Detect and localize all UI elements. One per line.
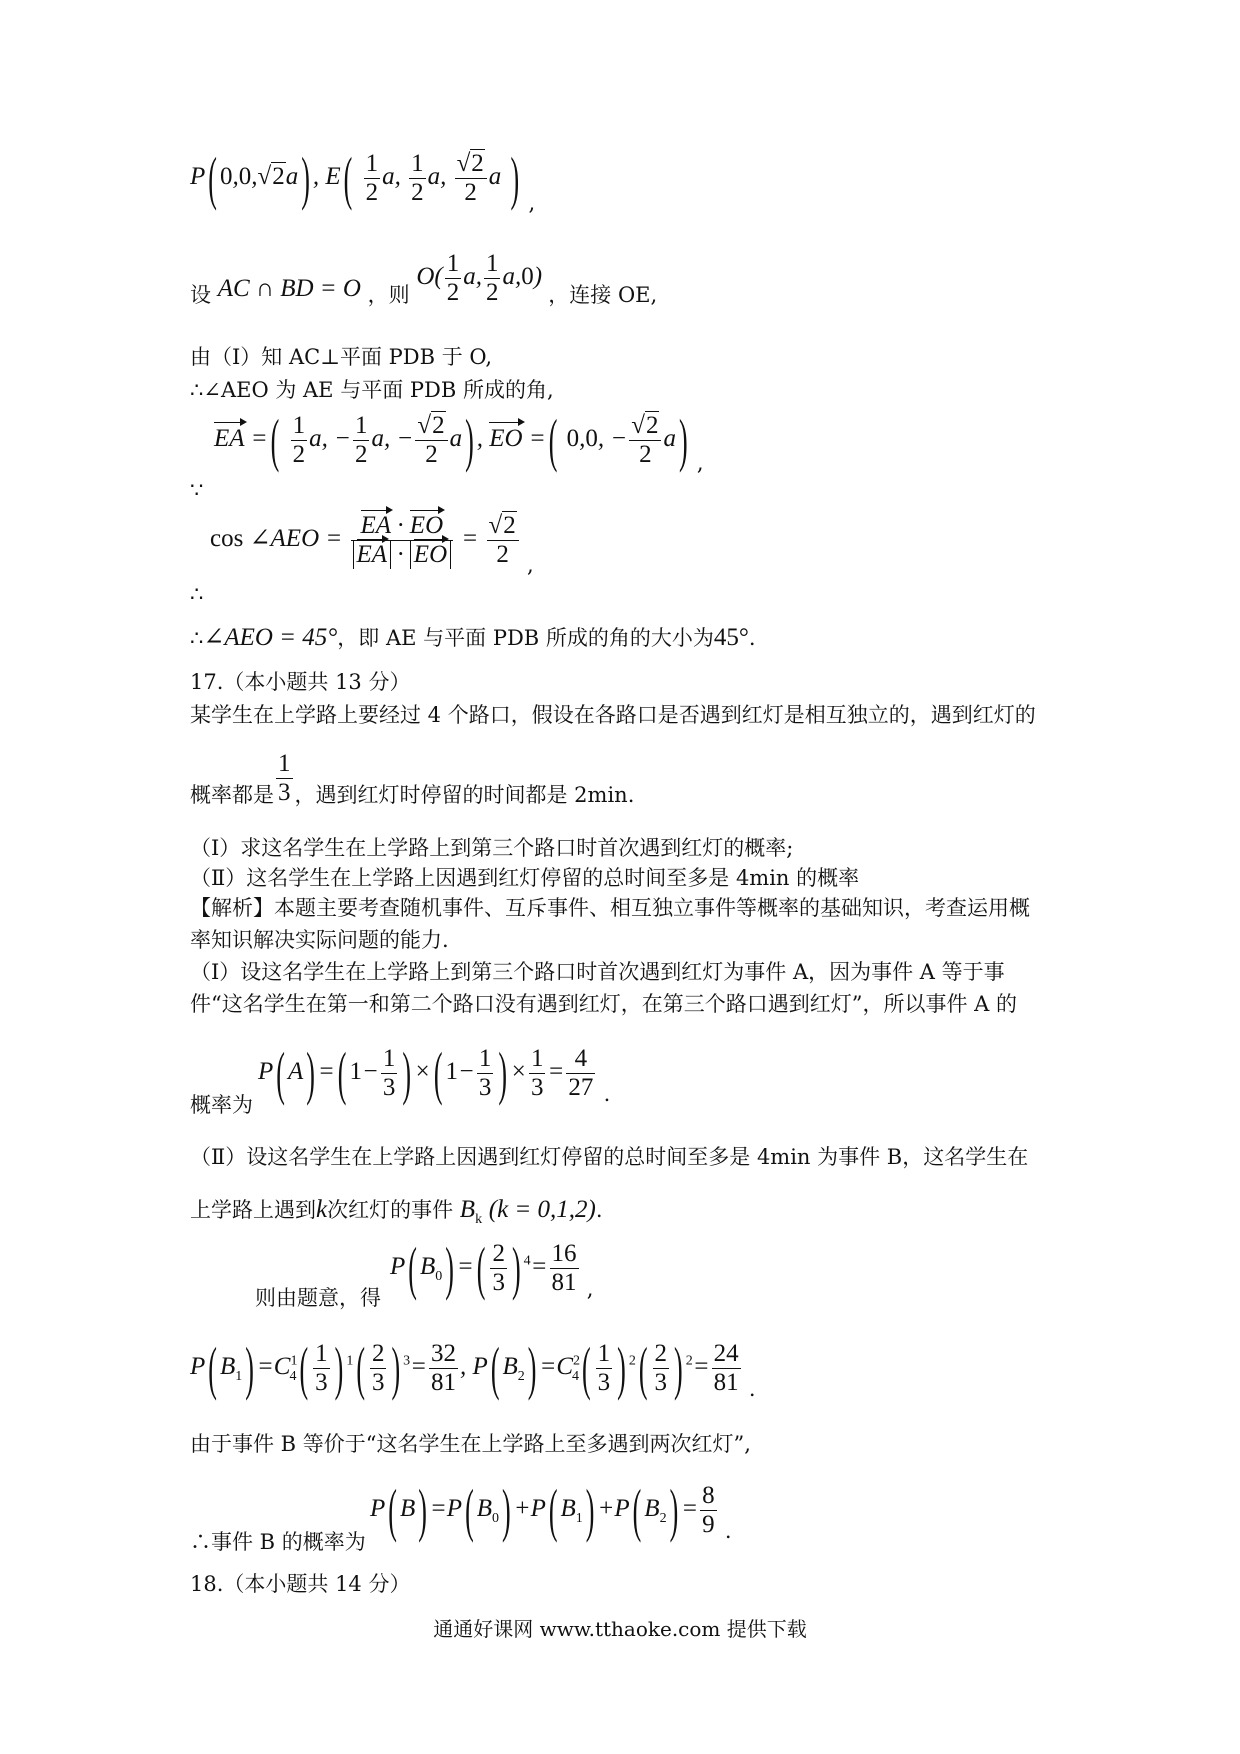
var-P: P [190, 163, 206, 191]
text-line: ∴∠AEO 为 AE 与平面 PDB 所成的角, [190, 378, 554, 402]
prob-A-line: 概率为 P ( A ) = ( 1− $\frac{1}{3}$ ) × ( 1− $\frac{1}{3}$ ) × $\frac{1}{3}$ = $\frac{4}{27}$ . [190, 1039, 611, 1117]
problem-18-header: 18.（本小题共 14 分） [190, 1572, 411, 1596]
set-O-line: 设 AC ∩ BD = O ，则 O( $\frac{1}{2}$ a, $\frac{1}{2}$ a,0) ，连接 OE, [190, 250, 658, 308]
vec-EO: EO [489, 425, 523, 453]
solution-1-line: （Ⅰ）设这名学生在上学路上到第三个路口时首次遇到红灯为事件 A，因为事件 A 等于事 [190, 960, 1005, 984]
vec-EA: EA [214, 425, 245, 453]
prob-B1-B2-eq: P ( $B_1$ ) $=C^1_4$ ( $\frac{1}{3}$ ) $^1$ ( $\frac{2}{3}$ ) $^3$= $\frac{32}{81}$ , P ( $B_2$ ) $=C^2_4$ ( $\frac{1}{3}$ ) $^2$ ( $\frac{2}{3}$ ) $^2$= $\frac{24}{81}$ [190, 1334, 739, 1402]
event-Bk-line: 上学路上遇到k次红灯的事件 $B_k$ (k = 0,1,2). [190, 1196, 603, 1227]
frac-1-3: $\frac{1}{3}$ [278, 750, 291, 806]
text-line: 某学生在上学路上要经过 4 个路口，假设在各路口是否遇到红灯是相互独立的，遇到红灯的 [190, 703, 1036, 727]
prob-A-eq: P ( A ) = ( 1− $\frac{1}{3}$ ) × ( 1− $\frac{1}{3}$ ) × $\frac{1}{3}$ = $\frac{4}{27}$ [258, 1039, 594, 1107]
var-E: E [325, 163, 341, 191]
prob-B-line: ∴事件 B 的概率为 P ( B ) =P ( $B_0$ ) +P ( $B_1$ ) +P ( $B_2$ ) = $\frac{8}{9}$ . [190, 1476, 732, 1554]
cos-eq: cos ∠AEO = $\frac{EA \cdot EO}{EA \cdot EO}$ = $\frac{√2}{2}$ [210, 525, 527, 552]
part-2: （Ⅱ）这名学生在上学路上因遇到红灯停留的总时间至多是 4min 的概率 [190, 866, 860, 890]
eq-ac-bd: AC ∩ BD = O [217, 275, 361, 303]
part-1: （Ⅰ）求这名学生在上学路上到第三个路口时首次遇到红灯的概率; [190, 836, 794, 860]
sqrt-2: √2 [257, 163, 285, 191]
probability-line: 概率都是 $\frac{1}{3}$ ，遇到红灯时停留的时间都是 2min. [190, 750, 635, 807]
prob-B1-B2-line: P ( $B_1$ ) $=C^1_4$ ( $\frac{1}{3}$ ) $^1$ ( $\frac{2}{3}$ ) $^3$= $\frac{32}{81}$ , P ( $B_2$ ) $=C^2_4$ ( $\frac{1}{3}$ ) $^2$ ( $\frac{2}{3}$ ) $^2$= $\frac{24}{81}$ . [190, 1334, 756, 1402]
text-line: 由于事件 B 等价于“这名学生在上学路上至多遇到两次红灯”, [190, 1432, 751, 1456]
cos-line: ∴ cos ∠AEO = $\frac{EA \cdot EO}{EA \cdot EO}$ = $\frac{√2}{2}$ , [190, 512, 534, 606]
point-O: O( $\frac{1}{2}$ a, $\frac{1}{2}$ a,0) [416, 250, 549, 306]
frac-sqrt2-2: $\frac{√2}{2}$ [455, 150, 487, 207]
text-line: 由（Ⅰ）知 AC⊥平面 PDB 于 O, [190, 345, 493, 369]
prob-B-eq: P ( B ) =P ( $B_0$ ) +P ( $B_1$ ) +P ( $B_2$ ) = $\frac{8}{9}$ [370, 1476, 715, 1544]
analysis-line: 【解析】本题主要考查随机事件、互斥事件、相互独立事件等概率的基础知识，考查运用概 [190, 896, 1030, 920]
prob-B0-eq: P ( $B_0$ ) = ( $\frac{2}{3}$ ) $^4$= $\frac{16}{81}$ [390, 1234, 577, 1302]
solution-2-line: （Ⅱ）设这名学生在上学路上因遇到红灯停留的总时间至多是 4min 为事件 B，这名学生在 [190, 1145, 1029, 1169]
vectors-line: ∵ EA = ( $\frac{1}{2}$ a, − $\frac{1}{2}$ a, − $\frac{√2}{2}$ a ) , EO = ( 0,0, − $\frac{√2}{2}$ a ) , [190, 406, 704, 502]
analysis-line: 率知识解决实际问题的能力. [190, 928, 449, 952]
conclusion-line: ∴∠AEO = 45°，即 AE 与平面 PDB 所成的角的大小为45°. [190, 624, 756, 651]
frac-1-2: $\frac{1}{2}$ [411, 150, 424, 206]
coords-P-E: P ( 0,0,√2a ) , E ( $\frac{1}{2}$ a, $\frac{1}{2}$ a, $\frac{√2}{2}$ a ) , [190, 144, 536, 216]
frac-1-2: $\frac{1}{2}$ [365, 150, 379, 206]
prob-B0-line: 则由题意，得 P ( $B_0$ ) = ( $\frac{2}{3}$ ) $^4$= $\frac{16}{81}$ , [255, 1234, 594, 1310]
vector-eq: EA = ( $\frac{1}{2}$ a, − $\frac{1}{2}$ a, − $\frac{√2}{2}$ a ) , EO = ( 0,0, − $\frac{√2}{2}$ a ) [214, 406, 688, 474]
frac-dot-product: $\frac{EA \cdot EO}{EA \cdot EO}$ [351, 512, 454, 569]
frac-sqrt2-2: $\frac{√2}{2}$ [487, 512, 519, 569]
page-footer: 通通好课网 www.tthaoke.com 提供下载 [433, 1617, 807, 1641]
problem-17-header: 17.（本小题共 13 分） [190, 670, 411, 694]
solution-1-line: 件“这名学生在第一和第二个路口没有遇到红灯，在第三个路口遇到红灯”，所以事件 A 的 [190, 992, 1017, 1016]
